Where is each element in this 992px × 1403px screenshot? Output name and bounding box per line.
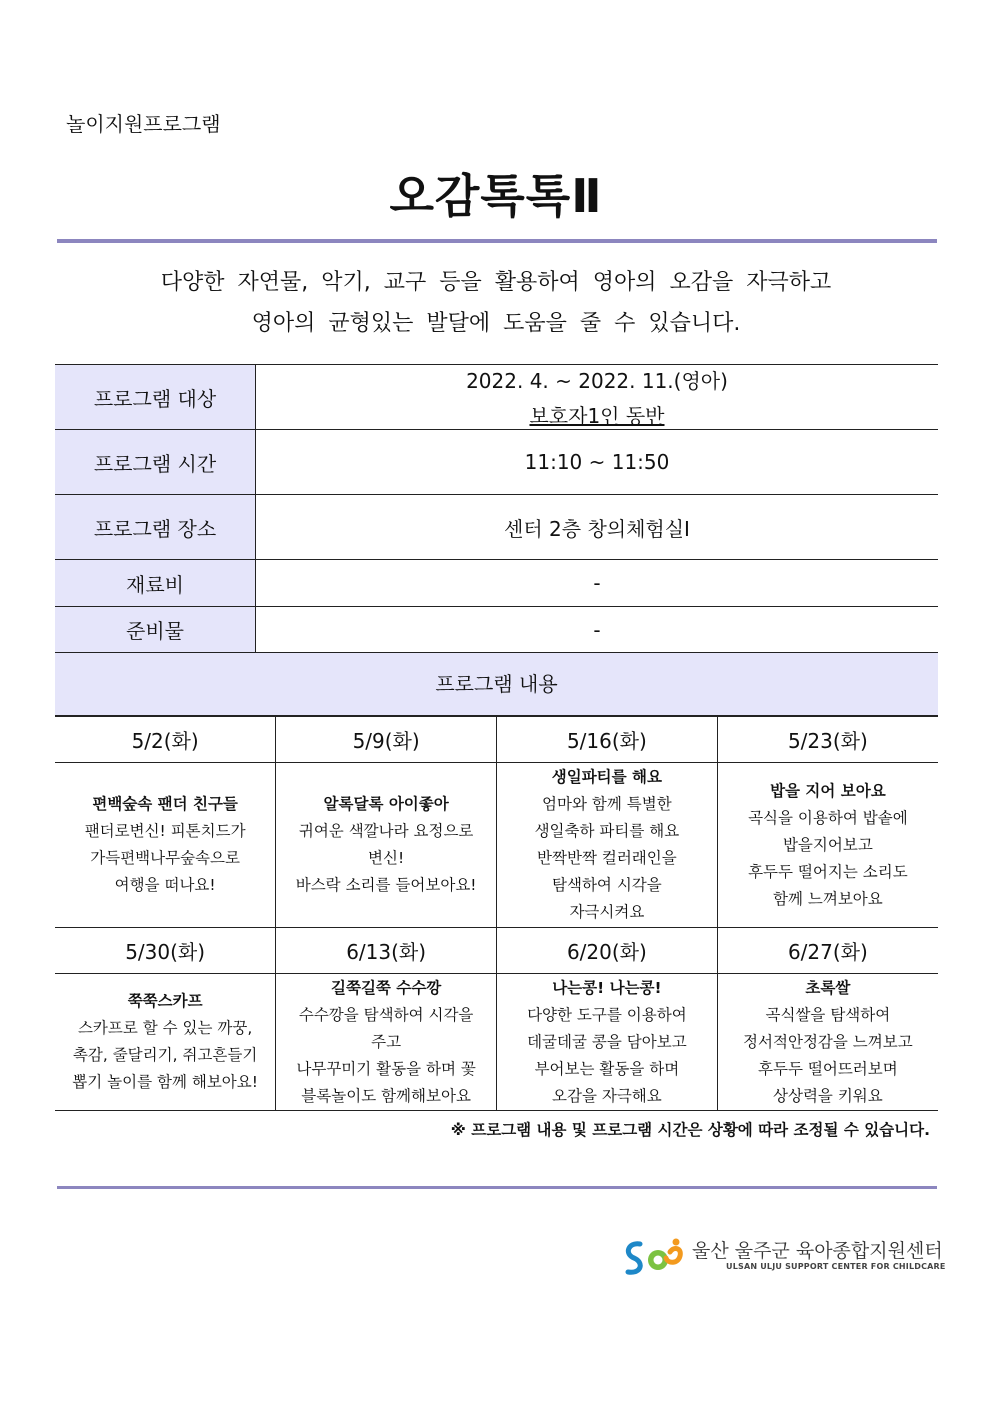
schedule-content-row — [55, 974, 938, 1111]
session-description: 곡식을 이용하여 밥솥에 밥을지어보고 후두두 떨어지는 소리도 함께 느껴보아요 — [748, 808, 908, 908]
session-cell — [55, 974, 276, 1111]
session-description: 엄마와 함께 특별한 생일축하 파티를 해요 반짝반짝 컬러래인을 탐색하여 시각을 자극시켜요 — [534, 795, 680, 921]
content-header: 프로그램 내용 — [55, 652, 938, 716]
intro-text — [0, 262, 992, 344]
title-divider — [57, 239, 937, 243]
prep-label: 준비물 — [55, 607, 256, 653]
session-date: 5/9(화) — [276, 717, 497, 763]
target-value — [256, 365, 939, 430]
session-title: 쭉쭉스카프 — [127, 992, 203, 1010]
session-date: 5/16(화) — [497, 717, 718, 763]
program-category: 놀이지원프로그램 — [66, 112, 221, 136]
session-description: 팬더로변신! 피톤치드가 가득편백나무숲속으로 여행을 떠나요! — [84, 822, 246, 894]
session-title: 편백숲속 팬더 친구들 — [92, 795, 238, 813]
center-logo-icon — [620, 1234, 686, 1280]
info-row-place — [55, 495, 938, 560]
fee-value: - — [256, 560, 939, 607]
session-title: 길쭉길쭉 수수깡 — [331, 978, 442, 997]
footer-divider — [57, 1186, 937, 1189]
target-label: 프로그램 대상 — [55, 365, 256, 430]
schedule-date-row — [55, 717, 938, 763]
target-period: 2022. 4. ~ 2022. 11.(영아) — [466, 369, 728, 393]
session-title: 초록쌀 — [805, 978, 851, 997]
intro-line-2: 영아의 균형있는 발달에 도움을 줄 수 있습니다. — [251, 311, 741, 336]
place-label: 프로그램 장소 — [55, 495, 256, 560]
session-cell — [276, 763, 497, 928]
session-title: 밥을 지어 보아요 — [770, 781, 886, 800]
session-description: 수수깡을 탐색하여 시각을 주고 나무꾸미기 활동을 하며 꽃 블록놀이도 함께해보아요 — [296, 1005, 476, 1105]
intro-line-1: 다양한 자연물, 악기, 교구 등을 활용하여 영아의 오감을 자극하고 — [160, 270, 832, 295]
schedule-note: ※ 프로그램 내용 및 프로그램 시간은 상황에 따라 조정될 수 있습니다. — [450, 1121, 930, 1139]
session-title: 나는콩! 나는콩! — [552, 978, 662, 997]
session-description: 스카프로 할 수 있는 까꿍, 촉감, 줄달리기, 쥐고흔들기 뽑기 놀이를 함께 해보아요! — [72, 1019, 258, 1091]
program-info-table — [55, 364, 938, 653]
center-name-english: ULSAN ULJU SUPPORT CENTER FOR CHILDCARE — [726, 1262, 946, 1271]
session-cell — [276, 974, 497, 1111]
session-date: 5/2(화) — [55, 717, 276, 763]
session-cell — [717, 763, 938, 928]
session-date: 6/27(화) — [717, 928, 938, 974]
info-row-time — [55, 430, 938, 495]
info-row-fee — [55, 560, 938, 607]
schedule-table — [55, 716, 938, 1111]
session-title: 생일파티를 해요 — [551, 768, 662, 786]
prep-value: - — [256, 607, 939, 653]
schedule-content-row — [55, 763, 938, 928]
page-title: 오감톡톡Ⅱ — [389, 169, 603, 223]
session-description: 귀여운 색깔나라 요정으로 변신! 바스락 소리를 들어보아요! — [295, 822, 477, 894]
center-logo — [620, 1234, 946, 1280]
center-name-korean: 울산 울주군 육아종합지원센터 — [692, 1240, 943, 1262]
session-description: 곡식쌀을 탐색하여 정서적안정감을 느껴보고 후두두 떨어뜨러보며 상상력을 키워요 — [743, 1005, 913, 1105]
time-label: 프로그램 시간 — [55, 430, 256, 495]
session-cell — [497, 763, 718, 928]
info-row-prep — [55, 607, 938, 653]
time-value: 11:10 ~ 11:50 — [256, 430, 939, 495]
info-row-target — [55, 365, 938, 430]
session-date: 5/30(화) — [55, 928, 276, 974]
session-cell — [717, 974, 938, 1111]
fee-label: 재료비 — [55, 560, 256, 607]
session-cell — [497, 974, 718, 1111]
session-description: 다양한 도구를 이용하여 데굴데굴 콩을 담아보고 부어보는 활동을 하며 오감을 자극해요 — [527, 1005, 687, 1105]
session-cell — [55, 763, 276, 928]
target-guardian: 보호자1인 동반 — [529, 404, 665, 428]
session-date: 5/23(화) — [717, 717, 938, 763]
session-date: 6/20(화) — [497, 928, 718, 974]
place-value: 센터 2층 창의체험실Ⅰ — [256, 495, 939, 560]
schedule-date-row — [55, 928, 938, 974]
session-title: 알록달록 아이좋아 — [323, 795, 449, 813]
session-date: 6/13(화) — [276, 928, 497, 974]
